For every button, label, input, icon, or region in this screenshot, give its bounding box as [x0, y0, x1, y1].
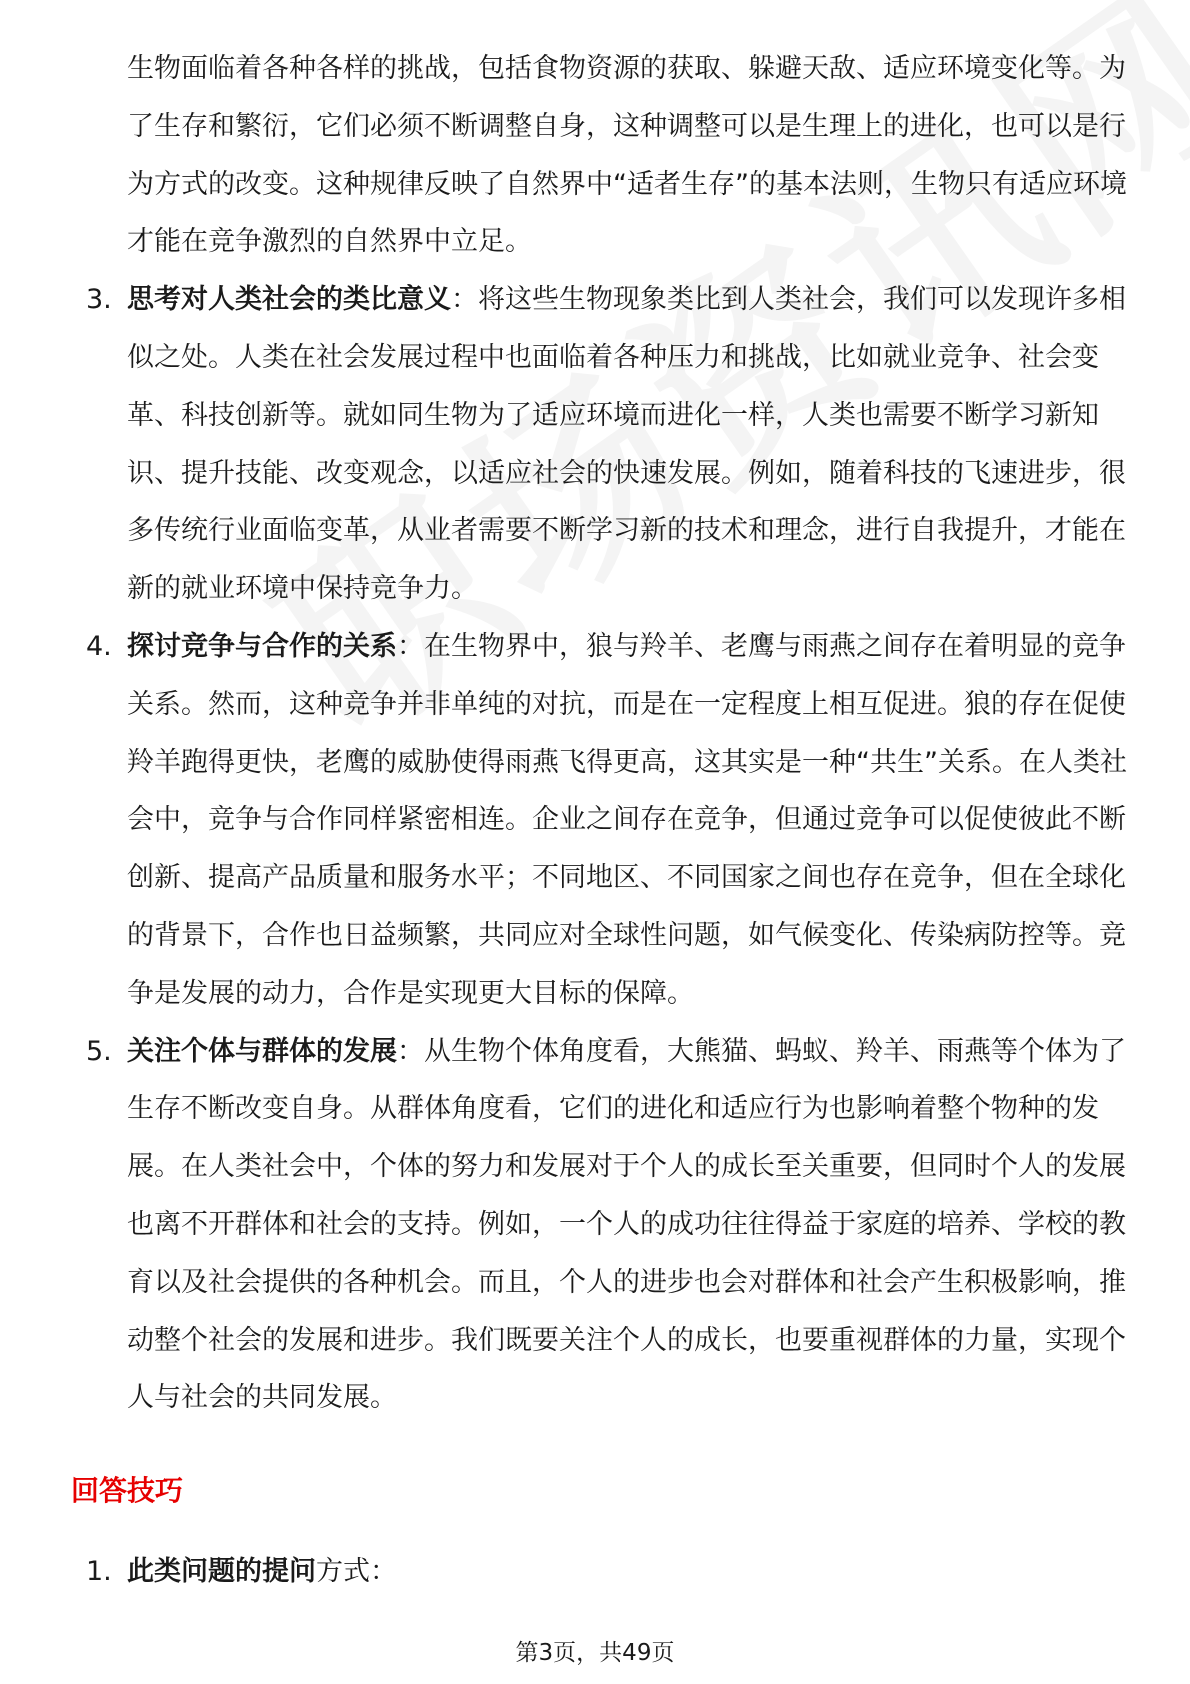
list-item-title: 思考对人类社会的类比意义: [127, 284, 451, 316]
list-item-text: ：将这些生物现象类比到人类社会，我们可以发现许多相似之处。人类在社会发展过程中也面临着各种压力和挑战，比如就业竞争、社会变革、科技创新等。就如同生物为了适应环境而进化一样，人类也需要不断学习新知识、提升技能、改变观念，以适应社会的快速发展。例如，随着科技的飞速进步，很多传统行业面临变革，从业者需要不断学习新的技术和理念，进行自我提升，才能在新的就业环境中保持竞争力。: [127, 284, 1126, 605]
list-item-3: [0, 271, 1190, 618]
list-item-body: [127, 271, 1127, 618]
continuation-paragraph: 生物面临着各种各样的挑战，包括食物资源的获取、躲避天敌、适应环境变化等。为了生存和繁衍，它们必须不断调整自身，这种调整可以是生理上的进化，也可以是行为方式的改变。这种规律反映了自然界中“适者生存”的基本法则，生物只有适应环境才能在竞争激烈的自然界中立足。: [127, 53, 1127, 258]
list-item-title: 此类问题的提问: [127, 1556, 316, 1588]
list-number: 5.: [86, 1035, 112, 1067]
list-number: 3.: [86, 284, 112, 316]
list-item-body: [127, 1023, 1127, 1428]
list-item-text: 方式：: [316, 1556, 397, 1588]
section-list-item-1: [0, 1543, 1190, 1601]
list-item-title: 关注个体与群体的发展: [127, 1035, 397, 1067]
page-content: [0, 40, 1190, 1601]
list-item-text: ：从生物个体角度看，大熊猫、蚂蚁、羚羊、雨燕等个体为了生存不断改变自身。从群体角度看，它们的进化和适应行为也影响着整个物种的发展。在人类社会中，个体的努力和发展对于个人的成长至关重要，但同时个人的发展也离不开群体和社会的支持。例如，一个人的成功往往得益于家庭的培养、学校的教育以及社会提供的各种机会。而且，个人的进步也会对群体和社会产生积极影响，推动整个社会的发展和进步。我们既要关注个人的成长，也要重视群体的力量，实现个人与社会的共同发展。: [127, 1035, 1126, 1414]
list-item-text: ：在生物界中，狼与羚羊、老鹰与雨燕之间存在着明显的竞争关系。然而，这种竞争并非单纯的对抗，而是在一定程度上相互促进。狼的存在促使羚羊跑得更快，老鹰的威胁使得雨燕飞得更高，这其实是一种“共生”关系。在人类社会中，竞争与合作同样紧密相连。企业之间存在竞争，但通过竞争可以促使彼此不断创新、提高产品质量和服务水平；不同地区、不同国家之间也存在竞争，但在全球化的背景下，合作也日益频繁，共同应对全球性问题，如气候变化、传染病防控等。竞争是发展的动力，合作是实现更大目标的保障。: [127, 630, 1127, 1009]
page-footer: 第3页，共49页: [515, 1640, 675, 1666]
list-number: 4.: [86, 630, 112, 662]
list-item-title: 探讨竞争与合作的关系: [127, 630, 397, 662]
section-heading: 回答技巧: [71, 1474, 184, 1508]
list-item-body: [127, 618, 1127, 1023]
list-number: 1.: [86, 1556, 112, 1588]
list-item-body: [127, 1543, 1127, 1601]
list-item-4: [0, 618, 1190, 1023]
list-item-5: [0, 1023, 1190, 1428]
